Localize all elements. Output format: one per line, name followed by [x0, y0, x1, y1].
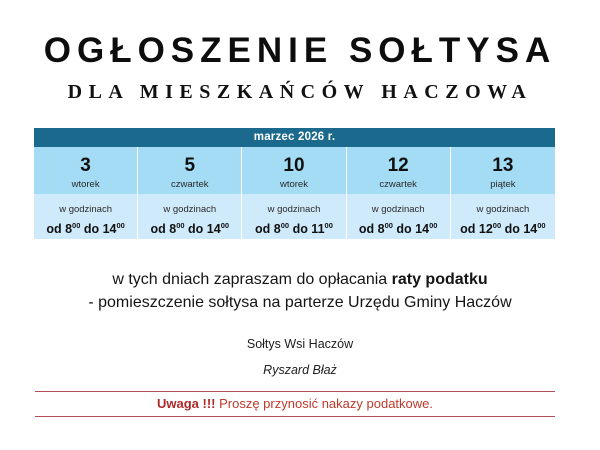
hours-to-5: do 14: [501, 222, 538, 236]
hours-value-3: [242, 214, 345, 236]
notice-block: [35, 391, 555, 417]
hours-from-4: od 8: [358, 222, 385, 236]
hours-to-1: do 14: [80, 222, 117, 236]
day-number-1: 3: [80, 155, 91, 177]
hours-to-4: do 14: [392, 222, 430, 236]
day-cell-3: [242, 147, 346, 194]
hours-value-2: [138, 214, 241, 236]
table-row-hours: [34, 194, 555, 239]
hours-label-4: w godzinach: [371, 203, 425, 215]
table-row-month-header: [34, 128, 555, 147]
day-number-4: 12: [387, 155, 409, 177]
page-title: OGŁOSZENIE SOŁTYSA: [43, 31, 557, 70]
hours-value-1: [34, 214, 137, 236]
table-row-days: [34, 147, 555, 194]
hours-to-sup-1: 00: [116, 220, 125, 230]
hours-label-3: w godzinach: [267, 203, 321, 215]
hours-cell-2: [138, 194, 242, 239]
day-number-3: 10: [283, 155, 305, 177]
signature-block: [0, 338, 600, 376]
day-weekday-3: wtorek: [279, 179, 308, 191]
hours-to-sup-2: 00: [220, 220, 230, 230]
body-line-2: - pomieszczenie sołtysa na parterze Urzędu Gminy Haczów: [88, 294, 512, 312]
hours-label-5: w godzinach: [476, 203, 530, 215]
hours-value-4: [347, 214, 450, 236]
day-weekday-4: czwartek: [379, 179, 417, 191]
body-line-1-plain: w tych dniach zapraszam do opłacania: [112, 271, 392, 288]
hours-cell-4: [347, 194, 451, 239]
notice-text: [35, 392, 555, 416]
hours-from-sup-2: 00: [176, 220, 185, 230]
day-cell-4: [347, 147, 451, 194]
month-header-cell: marzec 2026 r.: [34, 128, 555, 147]
hours-cell-1: [34, 194, 138, 239]
hours-from-5: od 12: [460, 222, 493, 236]
page-subtitle: DLA MIESZKAŃCÓW HACZOWA: [67, 80, 533, 103]
hours-cell-3: [242, 194, 346, 239]
hours-label-1: w godzinach: [59, 203, 112, 215]
day-weekday-2: czwartek: [171, 179, 209, 191]
notice-body: Proszę przynosić nakazy podatkowe.: [215, 396, 433, 411]
hours-to-3: do 11: [289, 222, 325, 236]
day-cell-2: [138, 147, 242, 194]
signature-name: Ryszard Błaż: [263, 362, 337, 377]
notice-emphasis: Uwaga !!!: [157, 396, 216, 411]
hours-from-sup-3: 00: [280, 220, 290, 230]
hours-from-1: od 8: [46, 222, 73, 236]
hours-value-5: [451, 214, 555, 236]
schedule-table-container: [34, 128, 555, 239]
hours-from-3: od 8: [255, 222, 281, 236]
body-line-1: [0, 268, 600, 291]
body-paragraph: [0, 268, 600, 314]
schedule-table: [34, 128, 555, 239]
hours-label-2: w godzinach: [163, 203, 217, 215]
notice-rule-bottom: [35, 416, 555, 417]
body-line-1-emphasis: raty podatku: [391, 271, 488, 288]
day-cell-5: [451, 147, 555, 194]
day-cell-1: [34, 147, 138, 194]
hours-from-sup-1: 00: [72, 220, 81, 230]
day-number-5: 13: [492, 155, 514, 177]
hours-from-sup-5: 00: [492, 220, 502, 230]
hours-to-2: do 14: [184, 222, 221, 236]
signature-role: Sołtys Wsi Haczów: [246, 337, 354, 351]
day-weekday-5: piątek: [490, 179, 516, 191]
hours-to-sup-5: 00: [537, 220, 546, 230]
day-weekday-1: wtorek: [71, 179, 100, 191]
hours-to-sup-3: 00: [324, 220, 333, 230]
day-number-2: 5: [184, 155, 196, 177]
hours-from-sup-4: 00: [384, 220, 393, 230]
hours-cell-5: [451, 194, 555, 239]
hours-to-sup-4: 00: [429, 220, 438, 230]
hours-from-2: od 8: [150, 222, 177, 236]
